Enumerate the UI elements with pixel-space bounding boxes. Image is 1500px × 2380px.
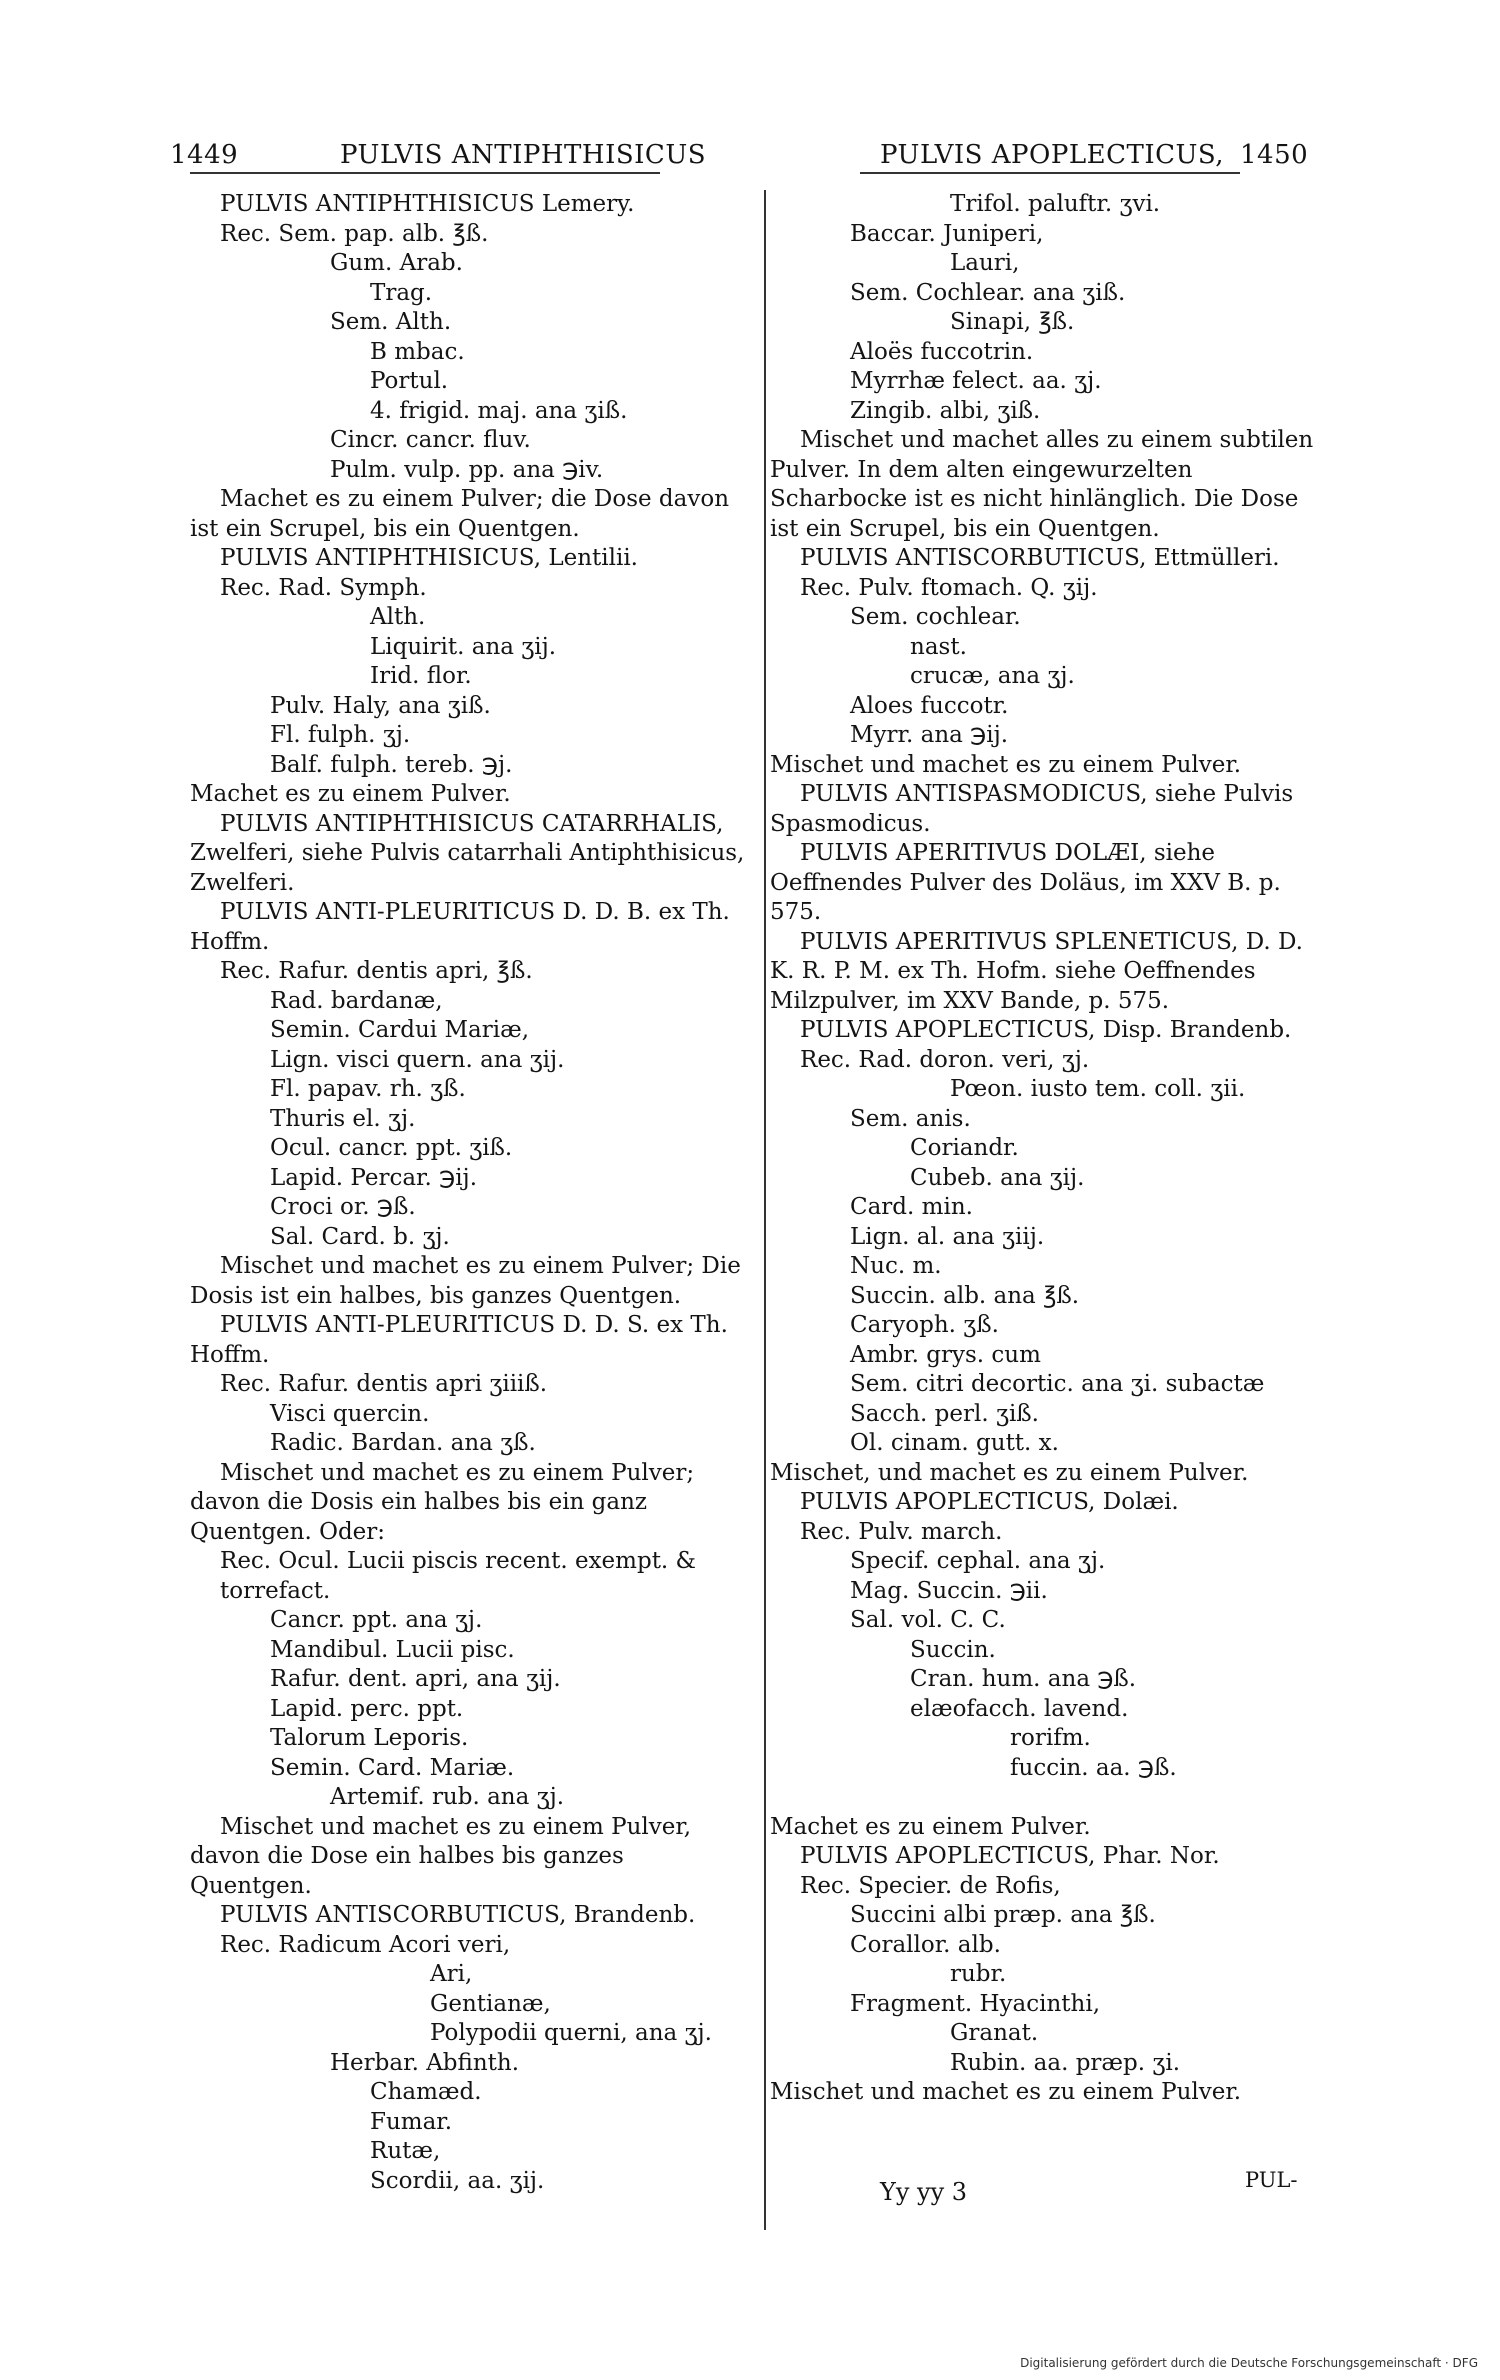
left-column-line: Rec. Sem. pap. alb. ℥ß. — [220, 220, 489, 247]
right-column-line: PULVIS APERITIVUS DOLÆI, siehe Oeffnendes Pulver des Doläus, im XXV B. p. 575. — [770, 840, 1281, 925]
right-column-line: PULVIS ANTISPASMODICUS, siehe Pulvis Spasmodicus. — [770, 781, 1294, 837]
header-rule-right — [860, 172, 1240, 174]
left-column-line: Mischet und machet es zu einem Pulver, davon die Dose ein halbes bis ganzes Quentgen. — [190, 1813, 692, 1899]
left-column-line: Alth. — [370, 604, 426, 630]
right-column-line: Rec. Pulv. march. — [800, 1518, 1003, 1545]
right-column-line: Sal. vol. C. C. — [850, 1607, 1006, 1633]
right-column-line: Ol. cinam. gutt. x. — [850, 1430, 1059, 1456]
right-column-line: Sacch. perl. ʒiß. — [850, 1400, 1039, 1427]
left-column-line: Croci or. ℈ß. — [270, 1194, 416, 1220]
left-column-line: Rec. Rad. Symph. — [220, 574, 427, 601]
right-running-title: PULVIS APOPLECTICUS, — [880, 140, 1225, 170]
left-column-line: PULVIS ANTIPHTHISICUS Lemery. — [220, 191, 635, 217]
right-column-line: Sem. cochlear. — [850, 604, 1021, 630]
right-column-line: crucæ, ana ʒj. — [910, 663, 1075, 689]
right-column-line: PULVIS APOPLECTICUS, Phar. Nor. — [800, 1843, 1220, 1869]
left-column-line: Sem. Alth. — [330, 309, 452, 335]
right-column-line: Trifol. paluftr. ʒvi. — [950, 191, 1161, 217]
right-column-line: Lauri, — [950, 250, 1020, 276]
left-page-number: 1449 — [170, 140, 239, 170]
right-column-line: Coriandr. — [910, 1135, 1019, 1161]
left-column-line: Chamæd. — [370, 2079, 482, 2105]
left-column-line: Cancr. ppt. ana ʒj. — [270, 1607, 483, 1633]
left-column-line: Scordii, aa. ʒij. — [370, 2167, 545, 2194]
left-column-line: Rec. Rafur. dentis apri ʒiiiß. — [220, 1371, 548, 1397]
left-column-line: Thuris el. ʒj. — [270, 1105, 416, 1132]
left-column-line: Radic. Bardan. ana ʒß. — [270, 1430, 536, 1456]
right-column-line: Sinapi, ℥ß. — [950, 309, 1075, 335]
left-column-line: Semin. Cardui Mariæ, — [270, 1017, 530, 1043]
left-column-line: Fl. fulph. ʒj. — [270, 722, 411, 748]
left-column-line: Pulv. Haly, ana ʒiß. — [270, 692, 491, 719]
right-column-line: PULVIS APOPLECTICUS, Disp. Brandenb. — [800, 1017, 1292, 1043]
left-column-line: Rec. Ocul. Lucii piscis recent. exempt. & torrefact. — [220, 1548, 697, 1604]
right-column-line: fuccin. aa. ℈ß. — [1010, 1754, 1177, 1781]
right-column-line: Myrr. ana ℈ij. — [850, 722, 1009, 748]
right-column — [770, 190, 1325, 2108]
left-column-line: Talorum Leporis. — [270, 1725, 469, 1751]
left-column-line: Visci quercin. — [270, 1400, 430, 1427]
right-column-line: Lign. al. ana ʒiij. — [850, 1223, 1045, 1250]
left-column-line: 4. frigid. maj. ana ʒiß. — [370, 397, 628, 424]
right-column-line: Cubeb. ana ʒij. — [910, 1164, 1085, 1191]
catchword: PUL- — [1245, 2168, 1298, 2192]
right-column-line: rubr. — [950, 1961, 1007, 1987]
left-column-line: PULVIS ANTI-PLEURITICUS D. D. S. ex Th. Hoffm. — [190, 1312, 728, 1368]
left-column-line: Irid. flor. — [370, 663, 472, 689]
right-column-line: Corallor. alb. — [850, 1931, 1001, 1958]
signature-mark: Yy yy 3 — [880, 2178, 968, 2206]
left-column-line: Mandibul. Lucii pisc. — [270, 1636, 515, 1663]
right-column-line: Granat. — [950, 2020, 1039, 2046]
left-column-line: Lapid. Percar. ℈ij. — [270, 1164, 477, 1191]
left-column-line: Rafur. dent. apri, ana ʒij. — [270, 1666, 561, 1692]
left-column — [190, 190, 745, 2196]
right-column-line: PULVIS APOPLECTICUS, Dolæi. — [800, 1489, 1179, 1515]
left-column-line: Artemif. rub. ana ʒj. — [330, 1784, 565, 1810]
right-column-line: Succin. — [910, 1636, 996, 1663]
digitization-credit: Digitalisierung gefördert durch die Deutsche Forschungsgemeinschaft · DFG — [1020, 2356, 1478, 2370]
left-column-line: Mischet und machet es zu einem Pulver; Die Dosis ist ein halbes, bis ganzes Quentgen. — [190, 1253, 741, 1309]
right-column-line: Aloes fuccotr. — [850, 692, 1009, 719]
right-column-line: Aloës fuccotrin. — [850, 338, 1034, 365]
left-column-line: Gentianæ, — [430, 1990, 551, 2017]
right-column-line: Nuc. m. — [850, 1253, 942, 1279]
right-column-line: PULVIS APERITIVUS SPLENETICUS, D. D. K. R. P. M. ex Th. Hofm. siehe Oeffnendes Milzpulver, im XXV Bande, p. 575. — [770, 928, 1303, 1014]
left-column-line: Herbar. Abfinth. — [330, 2049, 520, 2076]
right-column-line: Rec. Rad. doron. veri, ʒj. — [800, 1046, 1090, 1073]
left-column-line: Rec. Radicum Acori veri, — [220, 1931, 511, 1958]
right-column-line: Sem. anis. — [850, 1105, 971, 1132]
left-column-line: Cincr. cancr. fluv. — [330, 427, 531, 453]
right-column-line: Caryoph. ʒß. — [850, 1312, 999, 1338]
left-column-line: PULVIS ANTI-PLEURITICUS D. D. B. ex Th. Hoffm. — [190, 899, 730, 955]
right-column-line: Succini albi præp. ana ℥ß. — [850, 1902, 1156, 1928]
right-column-line: Sem. Cochlear. ana ʒiß. — [850, 279, 1126, 306]
column-divider — [764, 190, 766, 2230]
left-column-line: Fl. papav. rh. ʒß. — [270, 1076, 466, 1102]
left-column-line: Sal. Card. b. ʒj. — [270, 1223, 450, 1250]
right-column-line: Mischet und machet es zu einem Pulver. — [770, 2079, 1242, 2105]
left-column-line: PULVIS ANTIPHTHISICUS CATARRHALIS, Zwelferi, siehe Pulvis catarrhali Antiphthisicus, Zwelferi. — [190, 810, 745, 896]
right-column-line: Mag. Succin. ℈ii. — [850, 1577, 1048, 1604]
left-column-line: Polypodii querni, ana ʒj. — [430, 2020, 712, 2046]
left-column-line: Trag. — [370, 279, 433, 306]
right-column-line — [770, 1783, 1325, 1813]
left-column-line: Semin. Card. Mariæ. — [270, 1754, 515, 1781]
left-column-line: Liquirit. ana ʒij. — [370, 633, 557, 660]
right-column-line: Sem. citri decortic. ana ʒi. subactæ — [850, 1371, 1265, 1397]
right-column-line: Mischet und machet es zu einem Pulver. — [770, 751, 1242, 778]
right-column-line: nast. — [910, 633, 967, 660]
left-column-line: Lign. visci quern. ana ʒij. — [270, 1046, 565, 1073]
right-column-line: Fragment. Hyacinthi, — [850, 1990, 1101, 2017]
left-column-line: Machet es zu einem Pulver; die Dose davon ist ein Scrupel, bis ein Quentgen. — [190, 486, 730, 542]
right-column-line: Specif. cephal. ana ʒj. — [850, 1548, 1106, 1574]
right-column-line: rorifm. — [1010, 1725, 1091, 1751]
left-column-line: Gum. Arab. — [330, 250, 463, 276]
right-column-line: Mischet und machet alles zu einem subtilen Pulver. In dem alten eingewurzelten Scharbocke ist es nicht hinlänglich. Die Dose ist ein Scrupel, bis ein Quentgen. — [770, 427, 1314, 542]
left-column-line: Machet es zu einem Pulver. — [190, 781, 511, 807]
right-column-line: Ambr. grys. cum — [850, 1341, 1041, 1368]
right-column-line: elæofacch. lavend. — [910, 1695, 1129, 1722]
right-column-line: Pœon. iusto tem. coll. ʒii. — [950, 1076, 1246, 1102]
right-column-line: Rubin. aa. præp. ʒi. — [950, 2049, 1181, 2076]
left-column-line: PULVIS ANTIPHTHISICUS, Lentilii. — [220, 545, 638, 571]
left-column-line: Rad. bardanæ, — [270, 987, 443, 1014]
right-column-line: Baccar. Juniperi, — [850, 220, 1044, 247]
right-column-line: Machet es zu einem Pulver. — [770, 1813, 1091, 1840]
left-column-line: B mbac. — [370, 338, 465, 365]
right-page-number: 1450 — [1240, 140, 1309, 170]
right-column-line: Rec. Specier. de Rofis, — [800, 1872, 1061, 1899]
left-running-title: PULVIS ANTIPHTHISICUS — [340, 140, 707, 170]
right-column-line: PULVIS ANTISCORBUTICUS, Ettmülleri. — [800, 545, 1280, 571]
right-column-line: Zingib. albi, ʒiß. — [850, 397, 1041, 424]
left-column-line: Rec. Rafur. dentis apri, ℥ß. — [220, 958, 533, 984]
right-column-line: Succin. alb. ana ℥ß. — [850, 1282, 1080, 1309]
left-column-line: Fumar. — [370, 2108, 453, 2135]
left-column-line: Portul. — [370, 368, 449, 394]
left-column-line: Lapid. perc. ppt. — [270, 1695, 464, 1722]
right-column-line: Myrrhæ felect. aa. ʒj. — [850, 368, 1102, 394]
left-column-line: Rutæ, — [370, 2138, 441, 2164]
left-column-line: Ari, — [430, 1961, 473, 1987]
left-column-line: Mischet und machet es zu einem Pulver; davon die Dosis ein halbes bis ein ganz Quentgen. Oder: — [190, 1459, 695, 1545]
left-column-line: PULVIS ANTISCORBUTICUS, Brandenb. — [220, 1902, 696, 1928]
left-column-line: Ocul. cancr. ppt. ʒiß. — [270, 1135, 513, 1161]
right-column-line: Rec. Pulv. ftomach. Q. ʒij. — [800, 574, 1098, 601]
right-column-line: Mischet, und machet es zu einem Pulver. — [770, 1459, 1249, 1486]
left-column-line: Balf. fulph. tereb. ℈j. — [270, 751, 513, 778]
right-column-line: Cran. hum. ana ℈ß. — [910, 1666, 1137, 1692]
left-column-line: Pulm. vulp. pp. ana ℈iv. — [330, 456, 604, 483]
header-rule-left — [190, 172, 660, 174]
right-column-line: Card. min. — [850, 1194, 973, 1220]
